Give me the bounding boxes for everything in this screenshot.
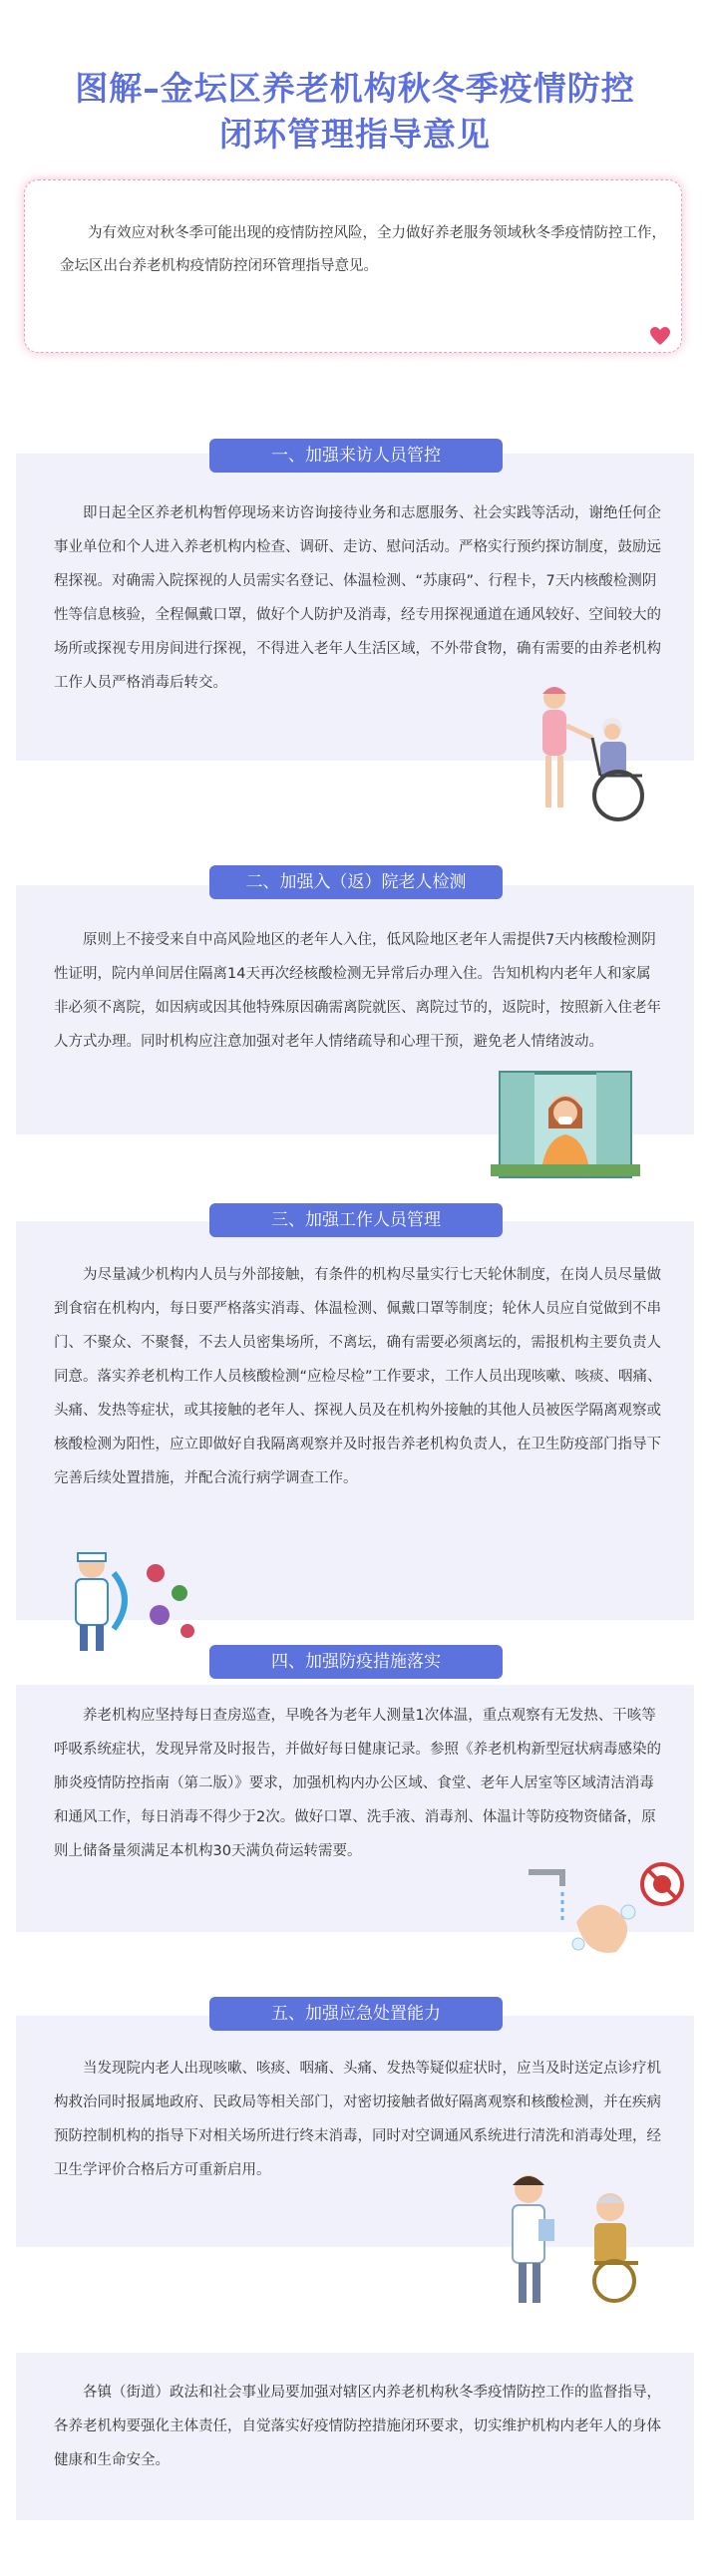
doctor-virus-illustration — [64, 1543, 203, 1655]
page-title — [0, 66, 710, 158]
section-2-text: 原则上不接受来自中高风险地区的老年人入住，低风险地区老年人需提供7天内核酸检测阴性证明，院内单间居住隔离14天再次经核酸检测无异常后办理入住。告知机构内老年人和家属非必须不离院，如因病或因其他特殊原因确需离院就医、离院过节的，返院时，按照新入住老年人方式办理。同时机构应注意加强对老年人情绪疏导和心理干预，避免老人情绪波动。 — [54, 932, 661, 1050]
handwash-illustration — [517, 1852, 686, 1964]
section-3-text: 为尽量减少机构内人员与外部接触，有条件的机构尽量实行七天轮休制度，在岗人员尽量做到食宿在机构内，每日要严格落实消毒、体温检测、佩戴口罩等制度；轮休人员应自觉做到不串门、不聚众、不聚餐，不去人员密集场所，不离坛，确有需要必须离坛的，需报机构主要负责人同意。落实养老机构工作人员核酸检测“应检尽检”工作要求，工作人员出现咳嗽、咳痰、咽痛、头痛、发热等症状，或其接触的老年人、探视人员及在机构外接触的其他人员被医学隔离观察或核酸检测为阳性，应立即做好自我隔离观察并及时报告养老机构负责人，在卫生防疫部门指导下完善后续处置措施，并配合流行病学调查工作。 — [54, 1267, 662, 1486]
section-1-heading: 一、加强来访人员管控 — [209, 439, 503, 473]
section-1-text: 即日起全区养老机构暂停现场来访咨询接待业务和志愿服务、社会实践等活动，谢绝任何企事业单位和个人进入养老机构内检查、调研、走访、慰问活动。严格实行预约探访制度，鼓励远程探视。对确需入院探视的人员需实名登记、体温检测、“苏康码”、行程卡，7天内核酸检测阴性等信息核验，全程佩戴口罩，做好个人防护及消毒，经专用探视通道在通风较好、空间较大的场所或探视专用房间进行探视，不得进入老年人生活区域，不外带食物，确有需要的由养老机构工作人员严格消毒后转交。 — [54, 505, 661, 691]
section-4-text: 养老机构应坚持每日查房巡查，早晚各为老年人测量1次体温，重点观察有无发热、干咳等呼吸系统症状，发现异常及时报告，并做好每日健康记录。参照《养老机构新型冠状病毒感染的肺炎疫情防控指南（第二版）》要求，加强机构内办公区域、食堂、老年人居室等区域清洁消毒和通风工作，每日消毒不得少于2次。做好口罩、洗手液、消毒剂、体温计等防疫物资储备，原则上储备量须满足本机构30天满负荷运转需要。 — [54, 1708, 661, 1859]
nurse-wheelchair-illustration — [527, 680, 666, 827]
title-line-2: 闭环管理指导意见 — [219, 115, 491, 154]
closing-text: 各镇（街道）政法和社会事业局要加强对辖区内养老机构秋冬季疫情防控工作的监督指导，各养老机构要强化主体责任，自觉落实好疫情防控措施闭环要求，切实维护机构内老年人的身体健康和生命安全。 — [54, 2385, 661, 2468]
section-5-text: 当发现院内老人出现咳嗽、咳痰、咽痛、头痛、发热等疑似症状时，应当及时送定点诊疗机构救治同时报属地政府、民政局等相关部门，对密切接触者做好隔离观察和核酸检测，并在疾病预防控制机构的指导下对相关场所进行终末消毒，同时对空调通风系统进行清洗和消毒处理，经卫生学评价合格后方可重新启用。 — [54, 2061, 661, 2178]
section-2-heading: 二、加强入（返）院老人检测 — [209, 865, 503, 899]
section-3-heading: 三、加强工作人员管理 — [209, 1203, 503, 1237]
section-4-heading: 四、加强防疫措施落实 — [209, 1645, 503, 1679]
doctor-elder-illustration — [499, 2163, 658, 2307]
title-line-1: 图解–金坛区养老机构秋冬季疫情防控 — [75, 69, 635, 108]
section-5-heading: 五、加强应急处置能力 — [209, 1997, 503, 2031]
window-woman-illustration — [487, 1069, 644, 1180]
intro-paragraph: 为有效应对秋冬季可能出现的疫情防控风险，全力做好养老服务领域秋冬季疫情防控工作，金坛区出台养老机构疫情防控闭环管理指导意见。 — [60, 225, 666, 274]
heart-icon — [649, 326, 671, 346]
